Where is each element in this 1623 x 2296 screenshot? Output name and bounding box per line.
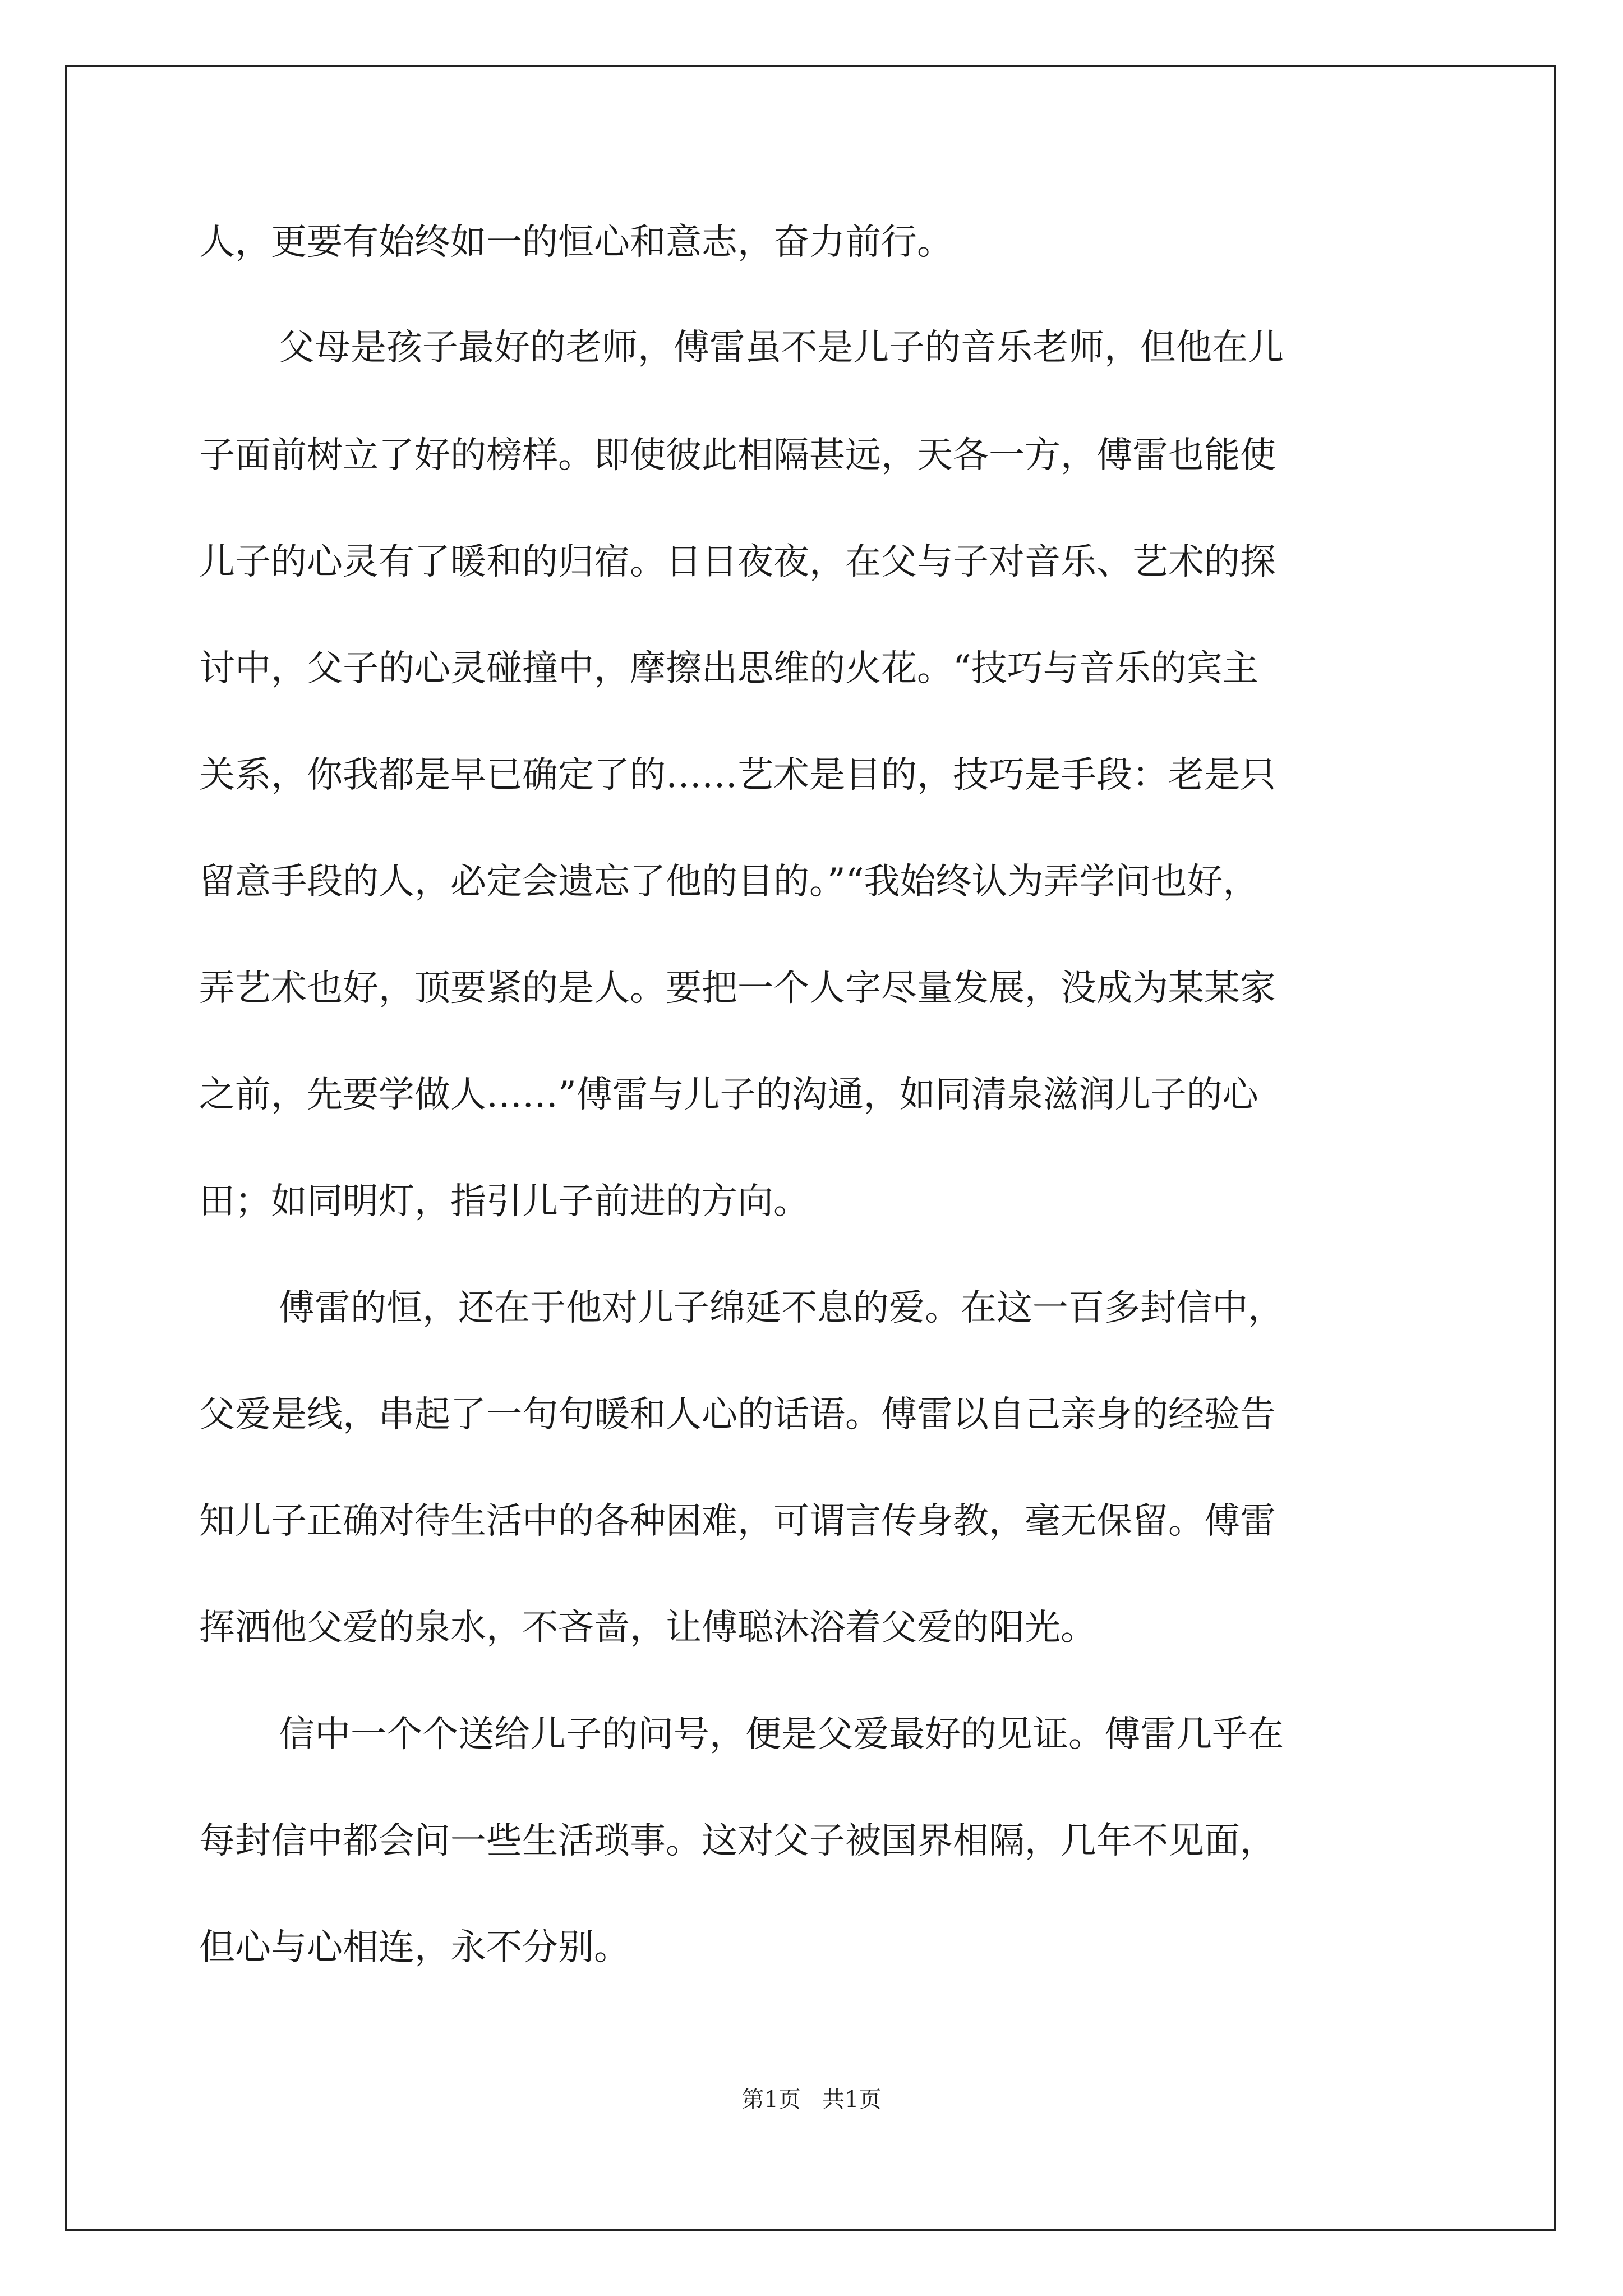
text-line: 但心与心相连，永不分别。 <box>199 1927 630 1968</box>
text-line: 挥洒他父爱的泉水，不吝啬，让傅聪沐浴着父爱的阳光。 <box>199 1607 1096 1649</box>
text-line: 儿子的心灵有了暖和的归宿。日日夜夜，在父与子对音乐、艺术的探 <box>199 541 1276 583</box>
text-line: 弄艺术也好，顶要紧的是人。要把一个人字尽量发展，没成为某某家 <box>199 968 1276 1009</box>
text-line: 之前，先要学做人……”傅雷与儿子的沟通，如同清泉滋润儿子的心 <box>199 1074 1258 1116</box>
page-number-footer: 第1页 共1页 <box>741 2087 882 2113</box>
text-line: 留意手段的人，必定会遗忘了他的目的。”“我始终认为弄学问也好， <box>199 861 1259 903</box>
paragraph-start-line: 父母是孩子最好的老师，傅雷虽不是儿子的音乐老师，但他在儿 <box>279 327 1284 369</box>
paragraph-start-line: 傅雷的恒，还在于他对儿子绵延不息的爱。在这一百多封信中， <box>279 1287 1284 1329</box>
text-line: 关系，你我都是早已确定了的……艺术是目的，技巧是手段：老是只 <box>199 754 1276 796</box>
text-line: 每封信中都会问一些生活琐事。这对父子被国界相隔，几年不见面， <box>199 1820 1276 1862</box>
text-line: 人，更要有始终如一的恒心和意志，奋力前行。 <box>199 222 953 263</box>
page-frame <box>65 65 1556 2231</box>
text-line: 讨中，父子的心灵碰撞中，摩擦出思维的火花。“技巧与音乐的宾主 <box>199 648 1258 689</box>
text-line: 田；如同明灯，指引儿子前进的方向。 <box>199 1181 809 1222</box>
text-line: 知儿子正确对待生活中的各种困难，可谓言传身教，毫无保留。傅雷 <box>199 1501 1276 1542</box>
text-line: 父爱是线，串起了一句句暖和人心的话语。傅雷以自己亲身的经验告 <box>199 1394 1276 1435</box>
paragraph-start-line: 信中一个个送给儿子的问号，便是父爱最好的见证。傅雷几乎在 <box>279 1714 1284 1755</box>
text-line: 子面前树立了好的榜样。即使彼此相隔甚远，天各一方，傅雷也能使 <box>199 435 1276 476</box>
